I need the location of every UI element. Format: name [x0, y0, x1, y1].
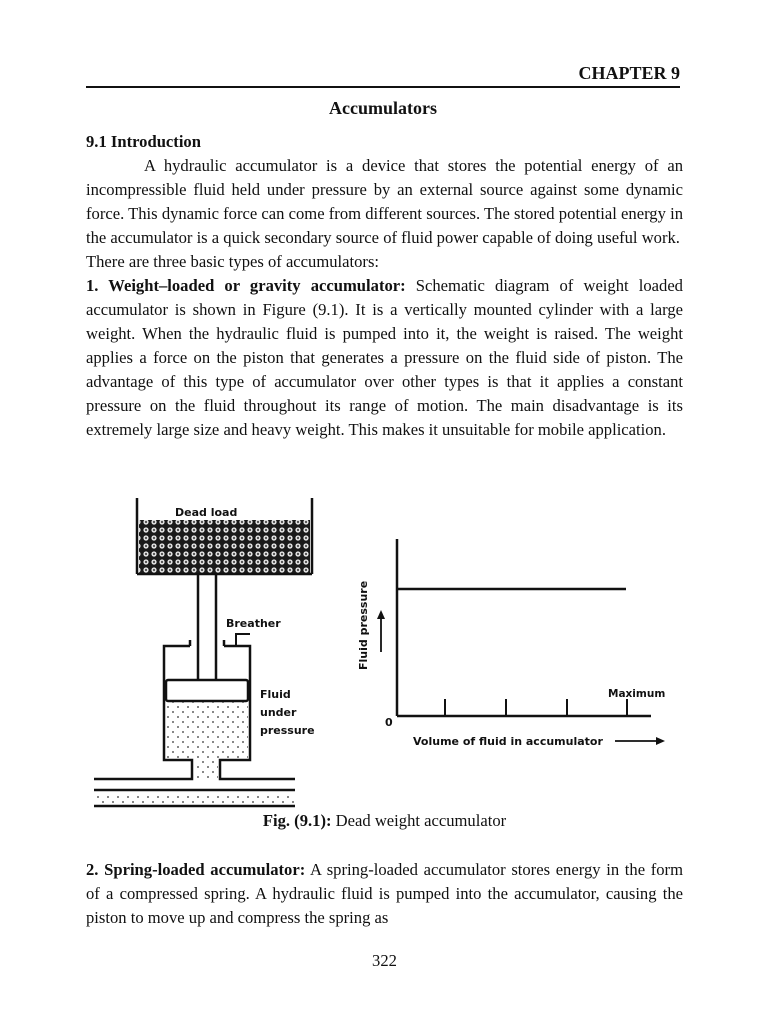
chapter-label: CHAPTER 9 [578, 63, 680, 83]
y-axis-label: Fluid pressure [357, 580, 370, 670]
x-axis-label: Volume of fluid in accumulator [413, 735, 603, 748]
caption-label: Fig. (9.1): [262, 811, 332, 830]
intro-block [86, 130, 683, 442]
dead-load-label: Dead load [175, 506, 238, 519]
header-rule [86, 86, 680, 88]
weight-loaded-paragraph [86, 274, 683, 442]
page-title: Accumulators [329, 98, 437, 118]
page-number: 322 [372, 951, 397, 970]
piston-rod [198, 574, 216, 680]
breather-label: Breather [226, 617, 281, 630]
caption-text: Dead weight accumulator [331, 811, 507, 830]
figure-caption [86, 811, 683, 831]
spring-loaded-lead: 2. Spring-loaded accumulator: [86, 860, 306, 879]
fluid-label: Fluid [260, 688, 291, 701]
y-axis-arrowhead [377, 610, 385, 619]
maximum-label: Maximum [608, 688, 666, 700]
piston [166, 680, 248, 701]
spring-loaded-paragraph [86, 858, 683, 930]
intro-paragraph: A hydraulic accumulator is a device that stores the potential energy of an incompressible fluid held under pressure by an external source against some dynamic force. This dynamic force can come from different sources. The stored potential energy in the accumulator is a quick secondary source of fluid power capable of doing useful work. [86, 156, 683, 247]
pressure-label: pressure [260, 724, 315, 737]
section-heading: 9.1 Introduction [86, 132, 201, 151]
under-label: under [260, 706, 297, 719]
x-axis-arrowhead [656, 737, 665, 745]
spring-loaded-block [86, 858, 683, 930]
supply-line [94, 790, 296, 806]
breather-pipe [236, 634, 250, 646]
weight-loaded-lead: 1. Weight–loaded or gravity accumulator: [86, 276, 406, 295]
figure-dead-weight-accumulator [86, 494, 686, 814]
weight-loaded-text: Schematic diagram of weight loaded accumulator is shown in Figure (9.1). It is a vertically mounted cylinder with a large weight. When the hydraulic fluid is pumped into it, the weight is raised. The weight applies a force on the piston that generates a pressure on the fluid side of piston. The advantage of this type of accumulator over other types is that it applies a constant pressure on the fluid throughout its range of motion. The main disadvantage is its extremely large size and heavy weight. This makes it unsuitable for mobile application. [86, 276, 683, 439]
pressure-volume-chart [357, 539, 665, 748]
types-intro-paragraph: There are three basic types of accumulators: [86, 252, 380, 271]
spring-loaded-text: A spring-loaded accumulator stores energy in the form of a compressed spring. A hydraulic fluid is pumped into the accumulator, causing the piston to move up and compress the spring as [86, 860, 683, 927]
origin-label: 0 [385, 716, 393, 729]
